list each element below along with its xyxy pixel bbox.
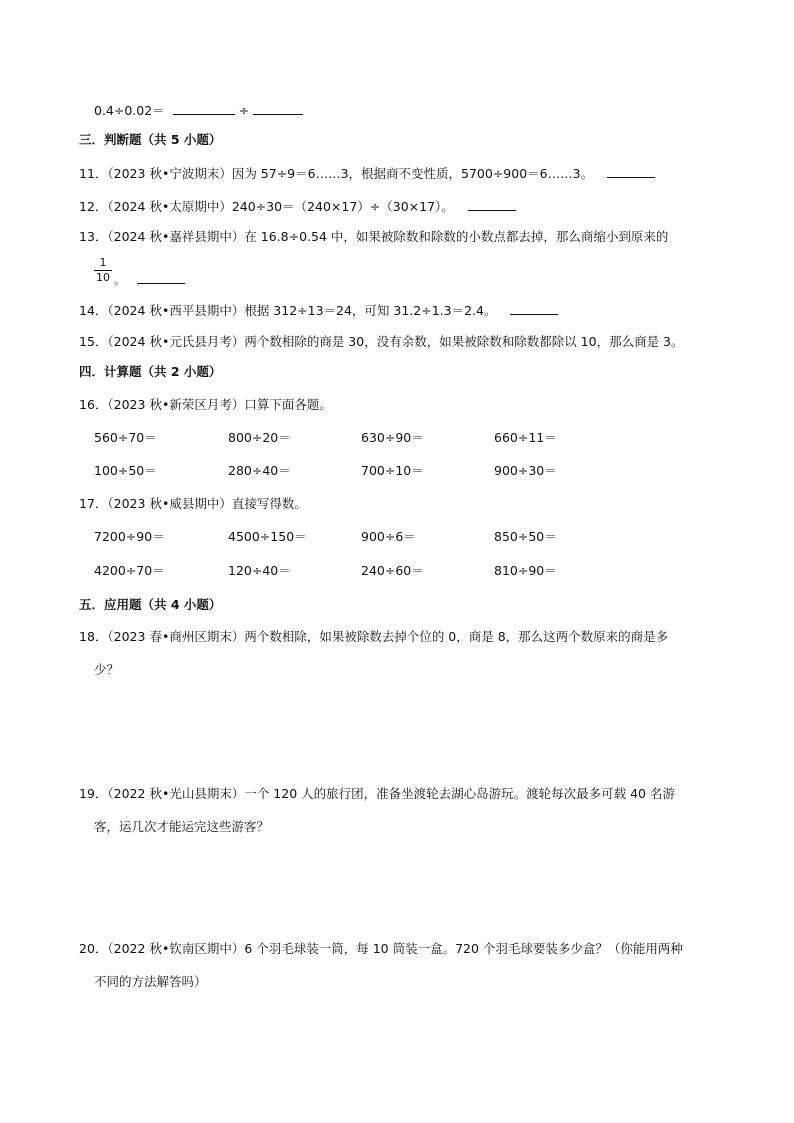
calc-item: 800÷20＝ bbox=[228, 430, 291, 445]
fraction-numerator: 1 bbox=[99, 256, 107, 269]
question-20-cont: 不同的方法解答吗） bbox=[94, 974, 207, 989]
calc-item: 4500÷150＝ bbox=[228, 529, 307, 544]
calc-item: 660÷11＝ bbox=[494, 430, 557, 445]
q10-expression: 0.4÷0.02＝ bbox=[94, 103, 165, 118]
calc-item: 120÷40＝ bbox=[228, 563, 291, 578]
question-10-tail bbox=[94, 101, 303, 120]
answer-blank[interactable] bbox=[468, 197, 516, 211]
answer-blank[interactable] bbox=[137, 270, 185, 284]
answer-blank[interactable] bbox=[173, 101, 235, 115]
question-17: 17．（2023 秋•威县期中）直接写得数。 bbox=[79, 496, 307, 511]
section-heading-calculation: 四．计算题（共 2 小题） bbox=[79, 364, 222, 379]
section-heading-judgement: 三．判断题（共 5 小题） bbox=[79, 132, 222, 147]
question-13-end bbox=[114, 270, 185, 289]
calc-item: 700÷10＝ bbox=[361, 463, 424, 478]
question-16: 16．（2023 秋•新荣区月考）口算下面各题。 bbox=[79, 397, 332, 412]
calc-item: 7200÷90＝ bbox=[94, 529, 165, 544]
question-text: 12．（2024 秋•太原期中）240÷30＝（240×17）÷（30×17）。 bbox=[79, 199, 454, 214]
calc-item: 560÷70＝ bbox=[94, 430, 157, 445]
calc-item: 630÷90＝ bbox=[361, 430, 424, 445]
question-14 bbox=[79, 301, 558, 320]
answer-blank[interactable] bbox=[510, 301, 558, 315]
calc-item: 900÷30＝ bbox=[494, 463, 557, 478]
question-text: 。 bbox=[114, 272, 127, 287]
question-18-cont: 少？ bbox=[94, 662, 120, 677]
fraction-one-tenth bbox=[93, 256, 113, 285]
calc-item: 100÷50＝ bbox=[94, 463, 157, 478]
calc-item: 280÷40＝ bbox=[228, 463, 291, 478]
calc-item: 850÷50＝ bbox=[494, 529, 557, 544]
fraction-denominator: 10 bbox=[96, 271, 110, 284]
question-19: 19．（2022 秋•光山县期末）一个 120 人的旅行团，准备坐渡轮去湖心岛游玩。渡轮每次最多可载 40 名游 bbox=[79, 786, 675, 801]
question-text: 11．（2023 秋•宁波期末）因为 57÷9＝6……3，根据商不变性质，5700÷900＝6……3。 bbox=[79, 166, 594, 181]
question-18: 18．（2023 春•商州区期末）两个数相除，如果被除数去掉个位的 0，商是 8，那么这两个数原来的商是多 bbox=[79, 629, 669, 644]
answer-blank[interactable] bbox=[607, 164, 655, 178]
section-heading-application: 五．应用题（共 4 小题） bbox=[79, 597, 222, 612]
calc-item: 4200÷70＝ bbox=[94, 563, 165, 578]
answer-blank[interactable] bbox=[253, 101, 303, 115]
calc-item: 240÷60＝ bbox=[361, 563, 424, 578]
q10-divide-sign: ÷ bbox=[238, 103, 250, 118]
calc-item: 900÷6＝ bbox=[361, 529, 416, 544]
question-20: 20．（2022 秋•钦南区期中）6 个羽毛球装一筒，每 10 筒装一盒。720 个羽毛球要装多少盒？（你能用两种 bbox=[79, 941, 683, 956]
question-13: 13．（2024 秋•嘉祥县期中）在 16.8÷0.54 中，如果被除数和除数的小数点都去掉，那么商缩小到原来的 bbox=[79, 229, 669, 244]
question-15: 15．（2024 秋•元氏县月考）两个数相除的商是 30，没有余数，如果被除数和除数都除以 10，那么商是 3。 bbox=[79, 334, 684, 349]
calc-item: 810÷90＝ bbox=[494, 563, 557, 578]
question-12 bbox=[79, 197, 516, 216]
question-19-cont: 客，运几次才能运完这些游客？ bbox=[94, 819, 270, 834]
question-text: 14．（2024 秋•西平县期中）根据 312÷13＝24，可知 31.2÷1.3＝2.4。 bbox=[79, 303, 497, 318]
question-11 bbox=[79, 164, 655, 183]
